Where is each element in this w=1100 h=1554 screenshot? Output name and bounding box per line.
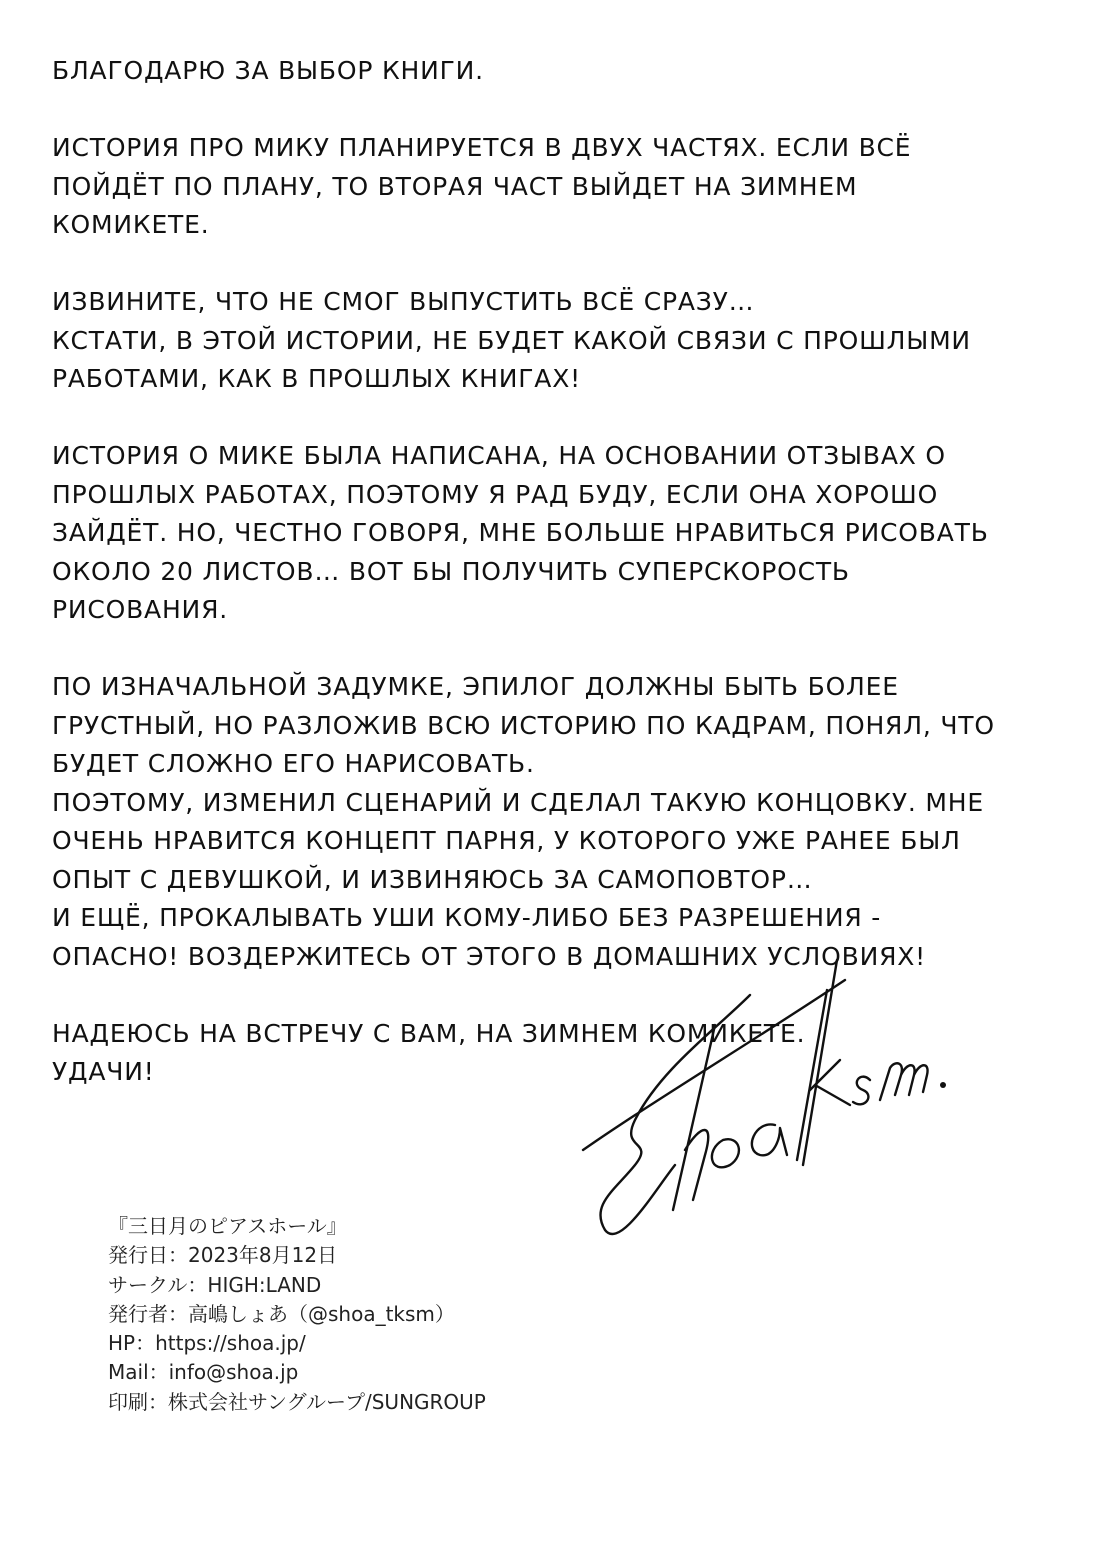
colophon-publish-date: 発行日：2023年8月12日 xyxy=(108,1243,338,1268)
text-line: УДАЧИ! xyxy=(52,1057,155,1086)
text-line: БУДЕТ СЛОЖНО ЕГО НАРИСОВАТЬ. xyxy=(52,749,535,778)
text-line: РАБОТАМИ, КАК В ПРОШЛЫХ КНИГАХ! xyxy=(52,364,581,393)
text-line: ПРОШЛЫХ РАБОТАХ, ПОЭТОМУ Я РАД БУДУ, ЕСЛИ ОНА ХОРОШО xyxy=(52,479,939,509)
colophon-title: 『三日月のピアスホール』 xyxy=(108,1214,347,1238)
paragraph-story-origin xyxy=(52,437,1062,630)
signature-drawing xyxy=(565,950,955,1260)
paragraph-thanks xyxy=(52,52,1062,91)
colophon-circle: サークル：HIGH:LAND xyxy=(108,1272,322,1297)
text-line: НАДЕЮСЬ НА ВСТРЕЧУ С ВАМ, НА ЗИМНЕМ КОМИКЕТЕ. xyxy=(52,1018,806,1048)
text-line: ГРУСТНЫЙ, НО РАЗЛОЖИВ ВСЮ ИСТОРИЮ ПО КАДРАМ, ПОНЯЛ, ЧТО xyxy=(52,710,995,740)
text-line: И ЕЩЁ, ПРОКАЛЫВАТЬ УШИ КОМУ-ЛИБО БЕЗ РАЗРЕШЕНИЯ - xyxy=(52,903,882,932)
colophon xyxy=(108,1212,486,1417)
text-line: ИЗВИНИТЕ, ЧТО НЕ СМОГ ВЫПУСТИТЬ ВСЁ СРАЗУ… xyxy=(52,287,755,316)
colophon-printer: 印刷：株式会社サングループ/SUNGROUP xyxy=(108,1389,486,1414)
text-line: ОКОЛО 20 ЛИСТОВ… ВОТ БЫ ПОЛУЧИТЬ СУПЕРСКОРОСТЬ xyxy=(52,556,850,586)
text-line: БЛАГОДАРЮ ЗА ВЫБОР КНИГИ. xyxy=(52,56,484,85)
text-line: ОПЫТ С ДЕВУШКОЙ, И ИЗВИНЯЮСЬ ЗА САМОПОВТОР… xyxy=(52,864,813,894)
author-signature xyxy=(565,950,955,1260)
colophon-mail: Mail：info@shoa.jp xyxy=(108,1360,299,1385)
text-line: ПО ИЗНАЧАЛЬНОЙ ЗАДУМКЕ, ЭПИЛОГ ДОЛЖНЫ БЫТЬ БОЛЕЕ xyxy=(52,672,899,701)
text-line: КСТАТИ, В ЭТОЙ ИСТОРИИ, НЕ БУДЕТ КАКОЙ СВЯЗИ С ПРОШЛЫМИ xyxy=(52,325,971,355)
text-line: ОЧЕНЬ НРАВИТСЯ КОНЦЕПТ ПАРНЯ, У КОТОРОГО УЖЕ РАНЕЕ БЫЛ xyxy=(52,826,961,855)
paragraph-epilogue xyxy=(52,668,1062,976)
text-line: РИСОВАНИЯ. xyxy=(52,595,228,624)
text-line: ИСТОРИЯ О МИКЕ БЫЛА НАПИСАНА, НА ОСНОВАНИИ ОТЗЫВАХ О xyxy=(52,441,946,470)
paragraph-two-parts xyxy=(52,129,1062,245)
text-line: ЗАЙДЁТ. НО, ЧЕСТНО ГОВОРЯ, МНЕ БОЛЬШЕ НРАВИТЬСЯ РИСОВАТЬ xyxy=(52,518,989,547)
colophon-publisher: 発行者：高嶋しょあ（@shoa_tksm） xyxy=(108,1301,455,1326)
text-line: ПОЭТОМУ, ИЗМЕНИЛ СЦЕНАРИЙ И СДЕЛАЛ ТАКУЮ КОНЦОВКУ. МНЕ xyxy=(52,787,984,817)
text-line: КОМИКЕТЕ. xyxy=(52,210,210,239)
text-line: ПОЙДЁТ ПО ПЛАНУ, ТО ВТОРАЯ ЧАСТ ВЫЙДЕТ НА ЗИМНЕМ xyxy=(52,171,858,201)
colophon-homepage: HP：https://shoa.jp/ xyxy=(108,1331,306,1356)
text-line: ИСТОРИЯ ПРО МИКУ ПЛАНИРУЕТСЯ В ДВУХ ЧАСТЯХ. ЕСЛИ ВСЁ xyxy=(52,133,912,162)
text-line: ОПАСНО! ВОЗДЕРЖИТЕСЬ ОТ ЭТОГО В ДОМАШНИХ УСЛОВИЯХ! xyxy=(52,941,926,971)
paragraph-apology xyxy=(52,283,1062,399)
